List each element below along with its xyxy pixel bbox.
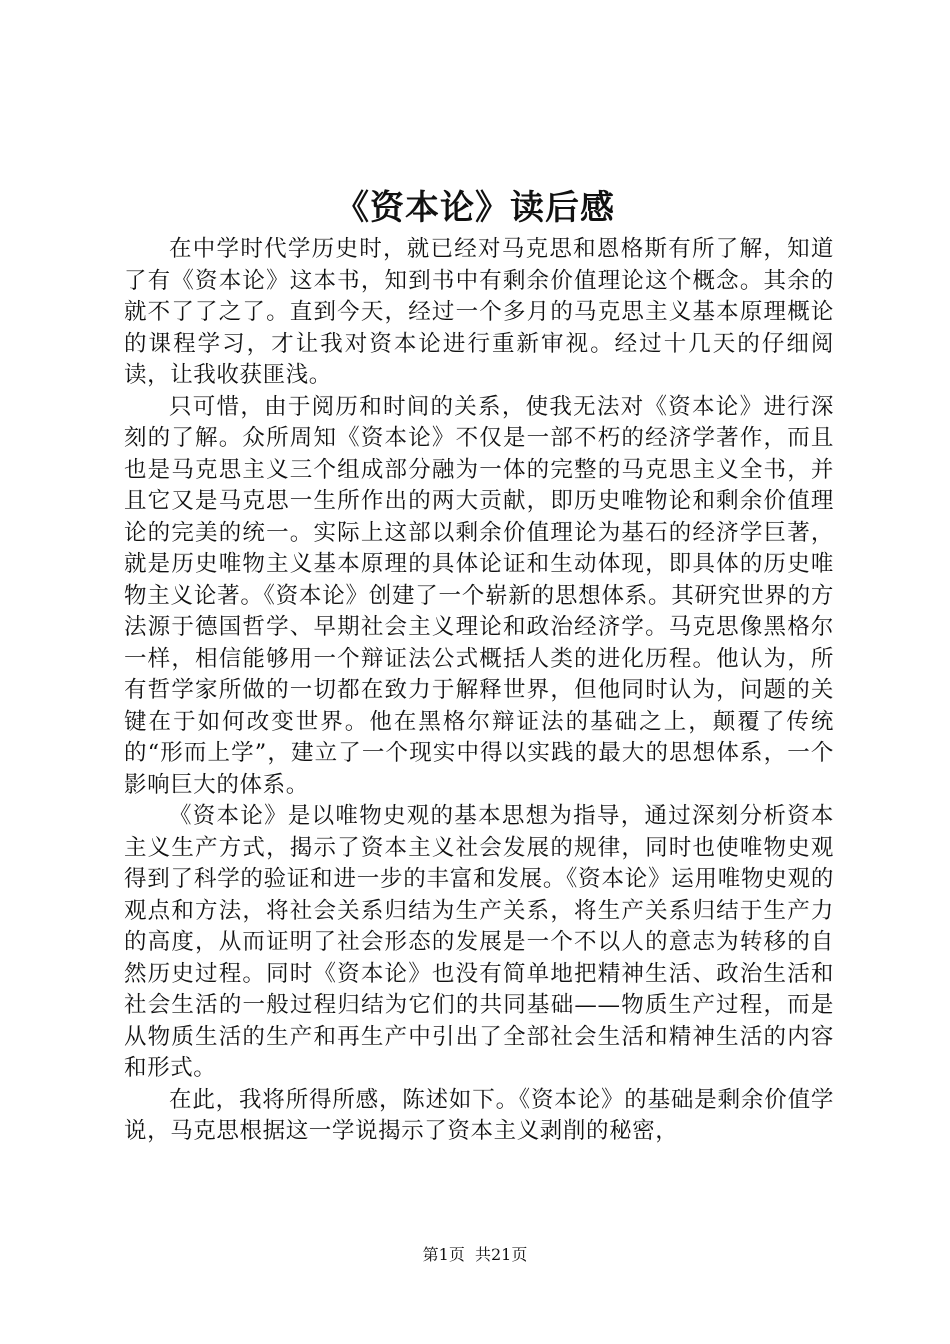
paragraph-4: 在此，我将所得所感，陈述如下。《资本论》的基础是剩余价值学说，马克思根据这一学说揭示了资本主义剥削的秘密，	[124, 1086, 834, 1144]
paragraph-3: 《资本论》是以唯物史观的基本思想为指导，通过深刻分析资本主义生产方式，揭示了资本主义社会发展的规律，同时也使唯物史观得到了科学的验证和进一步的丰富和发展。《资本论》运用唯物史观的观点和方法，将社会关系归结为生产关系，将生产关系归结于生产力的高度，从而证明了社会形态的发展是一个不以人的意志为转移的自然历史过程。同时《资本论》也没有简单地把精神生活、政治生活和社会生活的一般过程归结为它们的共同基础——物质生产过程，而是从物质生活的生产和再生产中引出了全部社会生活和精神生活的内容和形式。	[124, 803, 834, 1081]
document-title: 《资本论》读后感	[335, 188, 615, 228]
paragraph-1: 在中学时代学历史时，就已经对马克思和恩格斯有所了解，知道了有《资本论》这本书，知到书中有剩余价值理论这个概念。其余的就不了了之了。直到今天，经过一个多月的马克思主义基本原理概论的课程学习，才让我对资本论进行重新审视。经过十几天的仔细阅读，让我收获匪浅。	[124, 236, 834, 388]
paragraph-2: 只可惜，由于阅历和时间的关系，使我无法对《资本论》进行深刻的了解。众所周知《资本论》不仅是一部不朽的经济学著作，而且也是马克思主义三个组成部分融为一体的完整的马克思主义全书，并且它又是马克思一生所作出的两大贡献，即历史唯物论和剩余价值理论的完美的统一。实际上这部以剩余价值理论为基石的经济学巨著，就是历史唯物主义基本原理的具体论证和生动体现，即具体的历史唯物主义论著。《资本论》创建了一个崭新的思想体系。其研究世界的方法源于德国哲学、早期社会主义理论和政治经济学。马克思像黑格尔一样，相信能够用一个辩证法公式概括人类的进化历程。他认为，所有哲学家所做的一切都在致力于解释世界，但他同时认为，问题的关键在于如何改变世界。他在黑格尔辩证法的基础之上，颠覆了传统的“形而上学”，建立了一个现实中得以实践的最大的思想体系，一个影响巨大的体系。	[124, 393, 834, 798]
page-number-label: 第1页 共21页	[422, 1245, 528, 1264]
page-footer	[0, 1244, 950, 1266]
document-body	[124, 234, 834, 1148]
